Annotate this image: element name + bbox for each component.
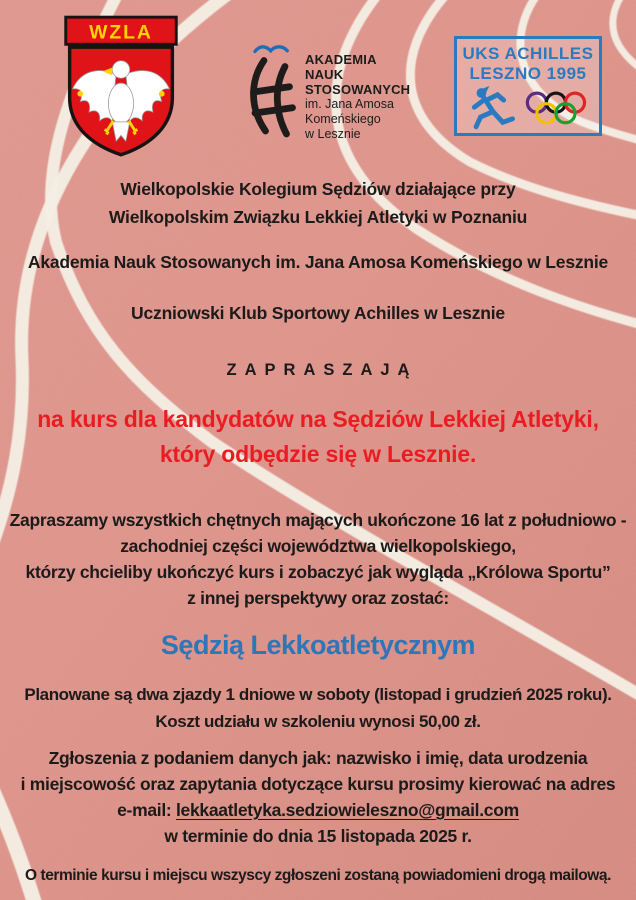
email-line	[0, 797, 636, 823]
wzla-banner-label: WZLA	[89, 21, 153, 44]
uks-achilles-logo	[454, 36, 602, 136]
organizer-line: Wielkopolskie Kolegium Sędziów działające przy	[120, 179, 516, 199]
organizer-uks: Uczniowski Klub Sportowy Achilles w Lesznie	[131, 303, 505, 323]
ans-subtitle-line: w Lesznie	[305, 127, 361, 141]
headline-line: który odbędzie się w Lesznie.	[159, 441, 477, 467]
ans-ladder-icon	[254, 61, 293, 135]
ans-name-line: NAUK	[305, 67, 344, 82]
application-paragraph: Zgłoszenia z podaniem danych jak: nazwisko i imię, data urodzenia i miejscowość oraz zapytania dotyczące kursu prosimy kierować na adres e-mail: lekkaatletyka.sedziowieleszno@gmail.com w terminie do dnia 15 listopada 2025 r.	[0, 745, 636, 849]
uks-subtitle: LESZNO 1995	[469, 64, 587, 83]
ans-logo	[240, 36, 452, 144]
course-headline	[0, 402, 636, 472]
ans-name-line: STOSOWANYCH	[305, 82, 411, 97]
organizer-ans: Akademia Nauk Stosowanych im. Jana Amosa Komeńskiego w Lesznie	[27, 252, 609, 272]
olympic-rings-icon	[524, 91, 590, 127]
email-prefix: e-mail:	[117, 800, 176, 820]
ans-glyph	[240, 36, 300, 142]
wzla-logo	[58, 12, 184, 158]
role-title: Sędzią Lekkoatletycznym	[160, 630, 476, 660]
uks-logo-art	[457, 85, 599, 133]
footer-note: O terminie kursu i miejscu wszyscy zgłoszeni zostaną powiadomieni drogą mailową.	[25, 867, 611, 884]
organizer-wkls	[0, 175, 636, 231]
invitation-word: ZAPRASZAJĄ	[226, 361, 418, 379]
intro-paragraph: Zapraszamy wszystkich chętnych mających ukończone 16 lat z południowo - zachodniej części województwa wielkopolskiego, którzy chcieliby ukończyć kurs i zobaczyć jak wygląda „Królowa Sportu” z innej perspektywy oraz zostać:	[9, 510, 627, 608]
uks-runner-icon	[466, 85, 520, 133]
uks-title: UKS ACHILLES	[462, 44, 594, 63]
ans-text	[305, 36, 410, 142]
deadline-line: w terminie do dnia 15 listopada 2025 r.	[164, 826, 472, 846]
ans-subtitle-line: Komeńskiego	[305, 112, 381, 126]
ans-subtitle-line: im. Jana Amosa	[305, 97, 394, 111]
ans-name-line: AKADEMIA	[305, 52, 377, 67]
ans-bird-icon	[255, 47, 287, 52]
headline-line: na kurs dla kandydatów na Sędziów Lekkiej Atletyki,	[37, 406, 599, 432]
schedule-paragraph: Planowane są dwa zjazdy 1 dniowe w soboty (listopad i grudzień 2025 roku). Koszt udziału w szkoleniu wynosi 50,00 zł.	[24, 685, 612, 731]
organizer-line: Wielkopolskim Związku Lekkiej Atletyki w Poznaniu	[108, 207, 528, 227]
email-address-link[interactable]: lekkaatletyka.sedziowieleszno@gmail.com	[176, 800, 519, 820]
